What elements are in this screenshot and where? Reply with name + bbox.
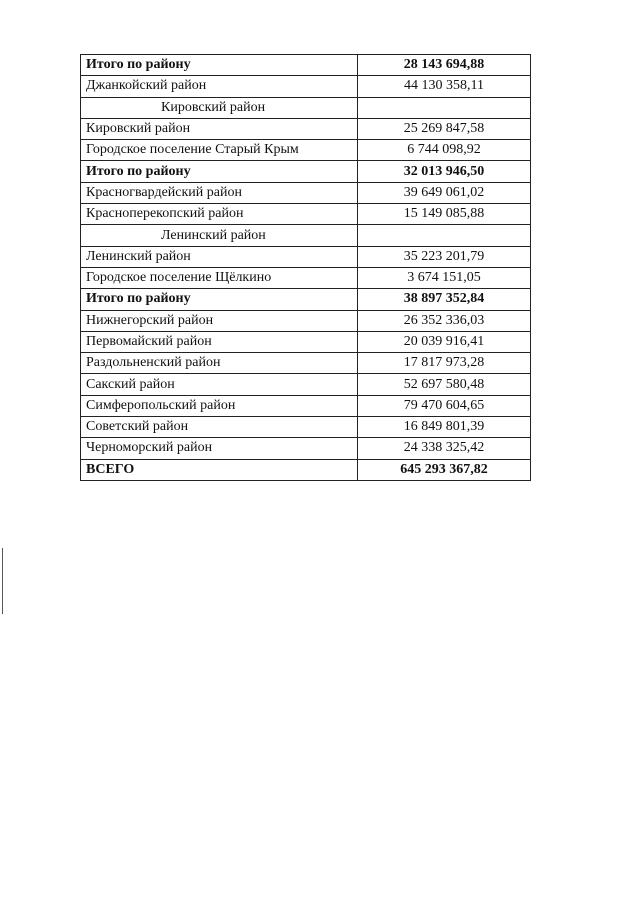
row-name-cell: Итого по району xyxy=(81,289,358,310)
row-value-cell: 28 143 694,88 xyxy=(358,55,531,76)
row-value-cell: 44 130 358,11 xyxy=(358,76,531,97)
row-value-cell: 17 817 973,28 xyxy=(358,353,531,374)
row-name-cell: Итого по району xyxy=(81,55,358,76)
row-name-cell: Кировский район xyxy=(81,118,358,139)
table-row xyxy=(81,140,531,161)
table-total-row xyxy=(81,55,531,76)
row-value-cell: 15 149 085,88 xyxy=(358,204,531,225)
row-value-cell: 3 674 151,05 xyxy=(358,267,531,288)
table-row xyxy=(81,182,531,203)
row-name-cell: Советский район xyxy=(81,417,358,438)
table-row xyxy=(81,246,531,267)
table-section-header xyxy=(81,225,531,246)
table-row xyxy=(81,267,531,288)
row-value-cell xyxy=(358,97,531,118)
table-total-row xyxy=(81,289,531,310)
row-name-cell: Итого по району xyxy=(81,161,358,182)
table-row xyxy=(81,353,531,374)
row-value-cell: 35 223 201,79 xyxy=(358,246,531,267)
row-name-cell: Первомайский район xyxy=(81,331,358,352)
row-value-cell: 25 269 847,58 xyxy=(358,118,531,139)
row-name-cell: Черноморский район xyxy=(81,438,358,459)
table-row xyxy=(81,438,531,459)
row-name-cell: Нижнегорский район xyxy=(81,310,358,331)
table-row xyxy=(81,204,531,225)
table-total-row xyxy=(81,161,531,182)
row-name-cell: Раздольненский район xyxy=(81,353,358,374)
table-row xyxy=(81,395,531,416)
scan-margin-mark xyxy=(2,548,3,614)
table-row xyxy=(81,310,531,331)
table-row xyxy=(81,76,531,97)
row-value-cell: 38 897 352,84 xyxy=(358,289,531,310)
row-name-cell: Городское поселение Щёлкино xyxy=(81,267,358,288)
row-value-cell: 16 849 801,39 xyxy=(358,417,531,438)
row-value-cell: 6 744 098,92 xyxy=(358,140,531,161)
row-name-cell: Ленинский район xyxy=(81,225,358,246)
row-name-cell: ВСЕГО xyxy=(81,459,358,480)
table-section-header xyxy=(81,97,531,118)
row-name-cell: Ленинский район xyxy=(81,246,358,267)
row-name-cell: Красногвардейский район xyxy=(81,182,358,203)
table-row xyxy=(81,331,531,352)
row-value-cell: 52 697 580,48 xyxy=(358,374,531,395)
row-name-cell: Городское поселение Старый Крым xyxy=(81,140,358,161)
row-name-cell: Симферопольский район xyxy=(81,395,358,416)
row-value-cell: 26 352 336,03 xyxy=(358,310,531,331)
table-body xyxy=(81,55,531,481)
row-name-cell: Джанкойский район xyxy=(81,76,358,97)
table-row xyxy=(81,417,531,438)
row-value-cell: 32 013 946,50 xyxy=(358,161,531,182)
row-value-cell: 20 039 916,41 xyxy=(358,331,531,352)
row-value-cell xyxy=(358,225,531,246)
row-value-cell: 39 649 061,02 xyxy=(358,182,531,203)
row-name-cell: Красноперекопский район xyxy=(81,204,358,225)
budget-table xyxy=(80,54,531,481)
row-value-cell: 79 470 604,65 xyxy=(358,395,531,416)
row-value-cell: 24 338 325,42 xyxy=(358,438,531,459)
row-name-cell: Кировский район xyxy=(81,97,358,118)
row-name-cell: Сакский район xyxy=(81,374,358,395)
table-row xyxy=(81,374,531,395)
table-total-row xyxy=(81,459,531,480)
table-row xyxy=(81,118,531,139)
row-value-cell: 645 293 367,82 xyxy=(358,459,531,480)
